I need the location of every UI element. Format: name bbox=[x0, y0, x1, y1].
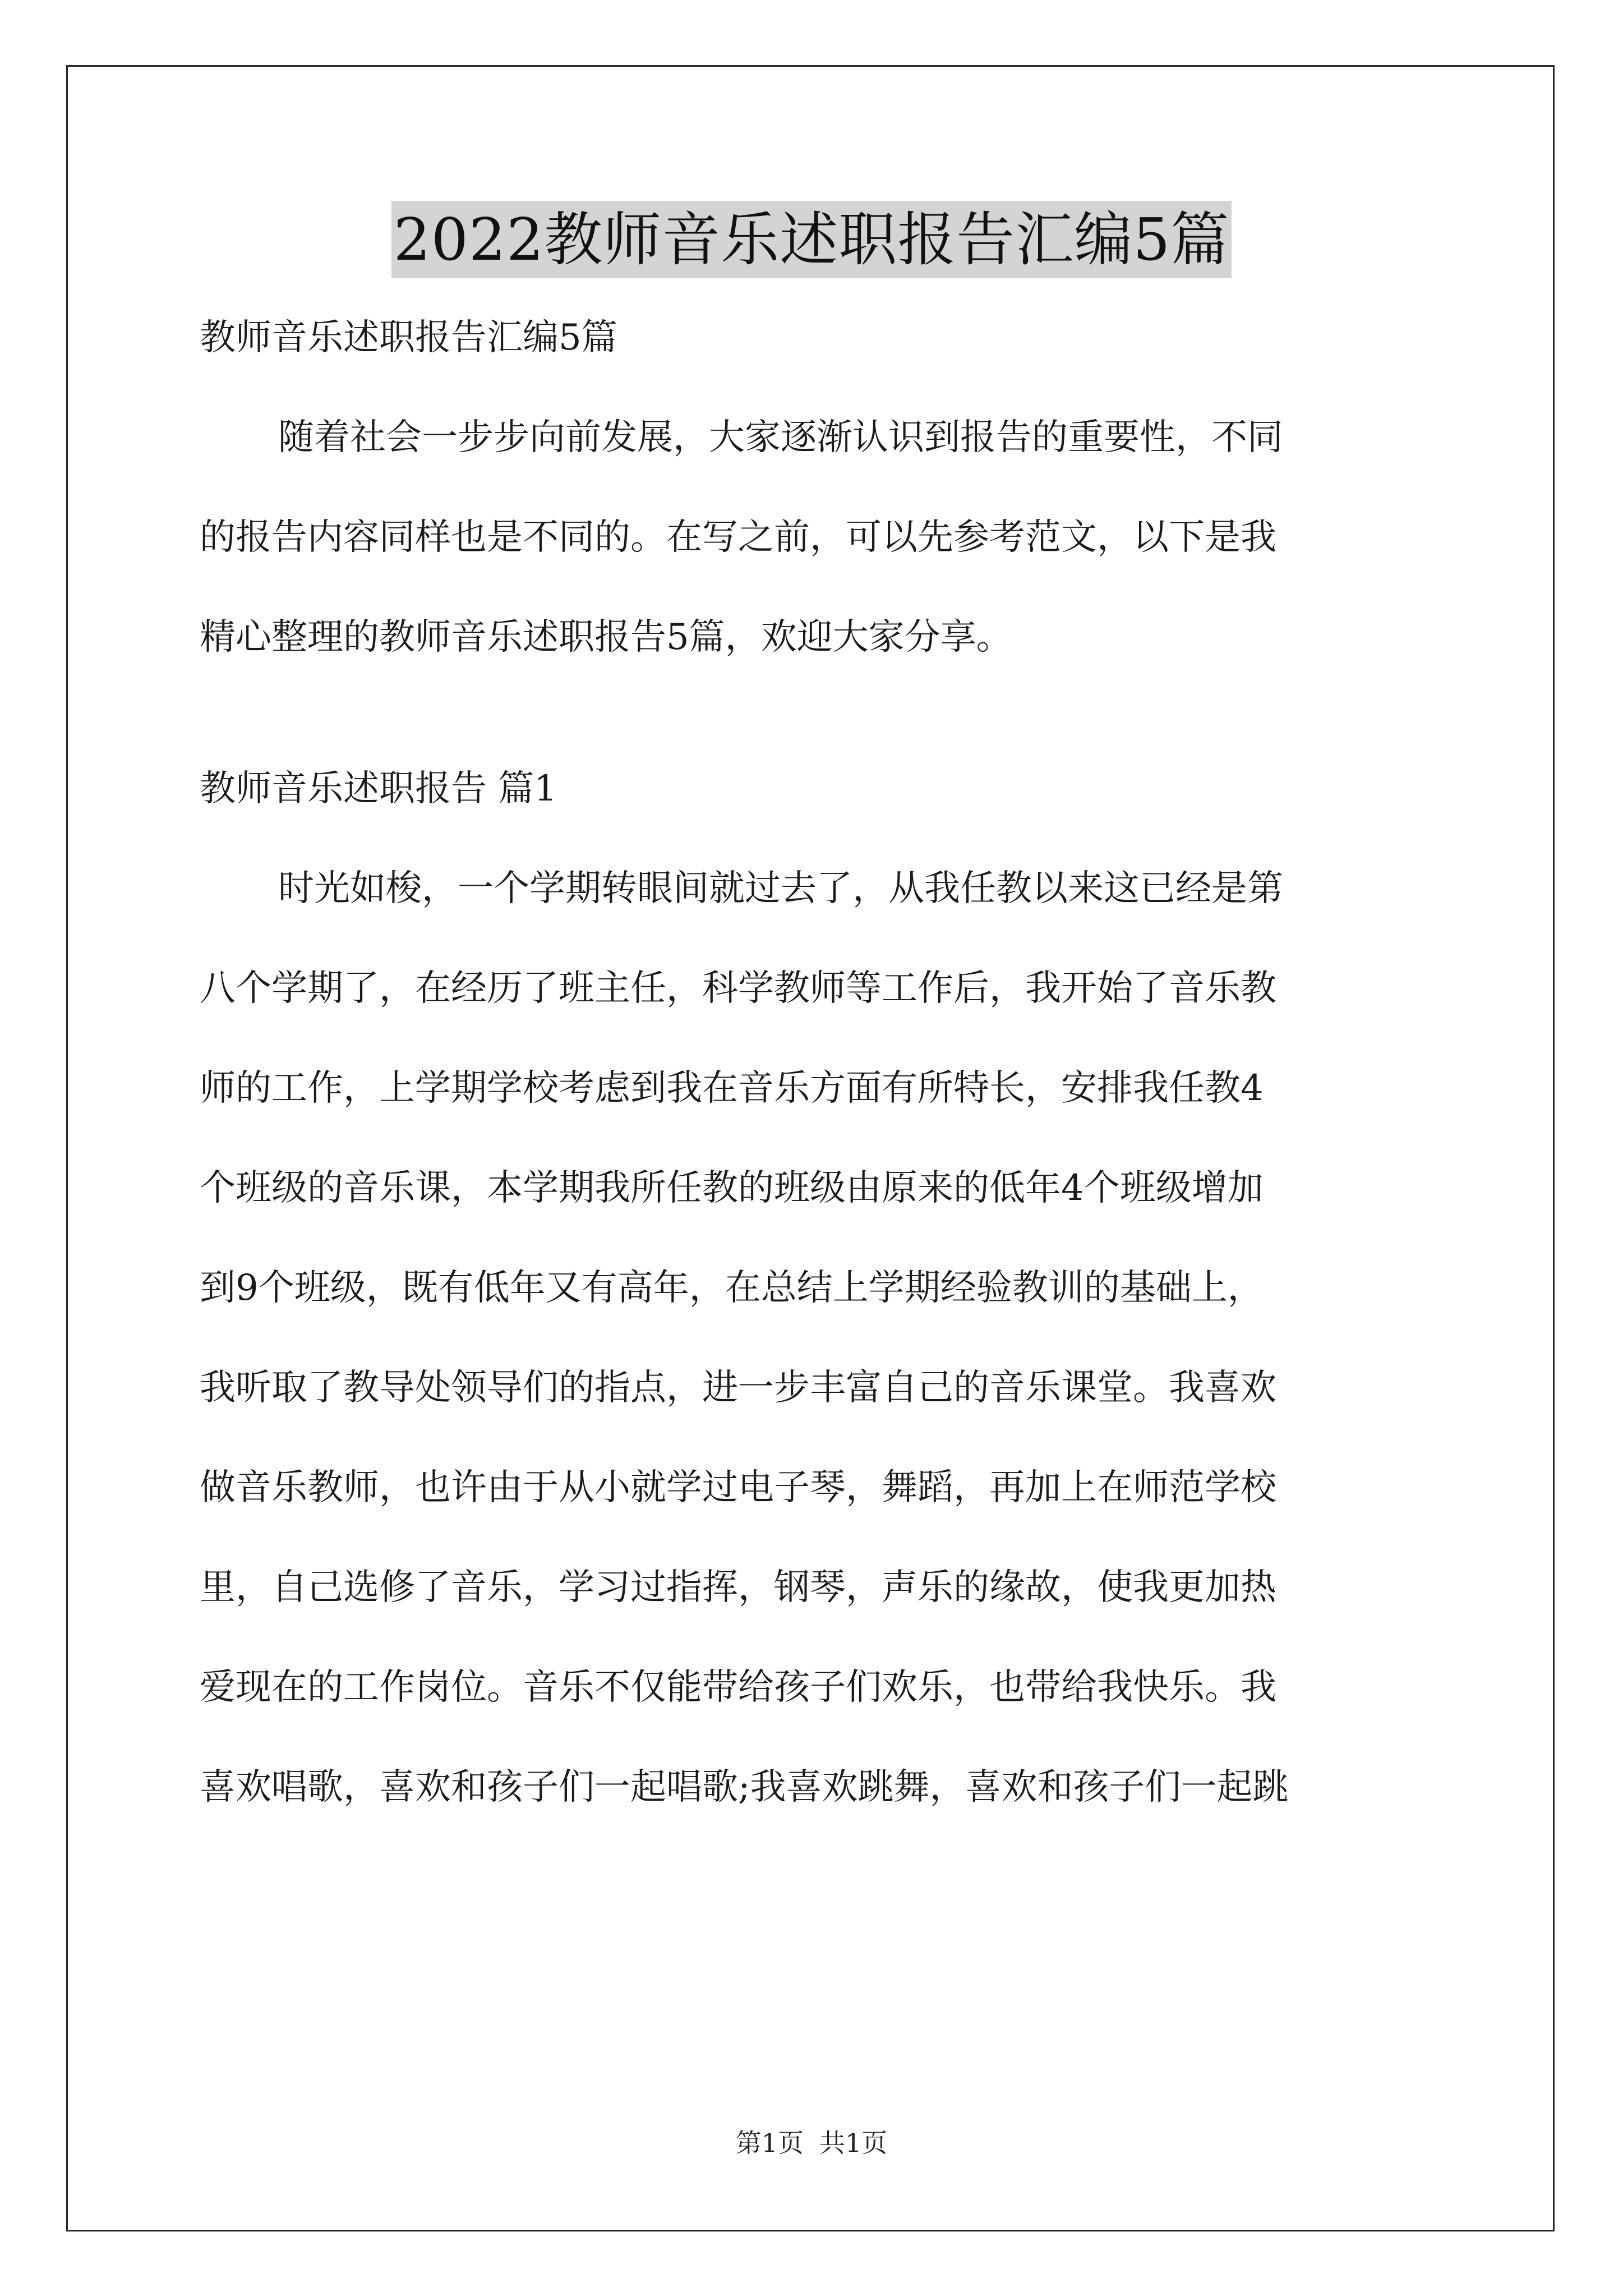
paragraph-line: 时光如梭，一个学期转眼间就过去了，从我任教以来这已经是第 bbox=[278, 868, 1283, 909]
page-number-current: 第1页 bbox=[735, 2128, 804, 2158]
page-number-total: 共1页 bbox=[819, 2128, 888, 2158]
paragraph-line: 我听取了教导处领导们的指点，进一步丰富自己的音乐课堂。我喜欢 bbox=[200, 1367, 1276, 1409]
paragraph-line: 的报告内容同样也是不同的。在写之前，可以先参考范文，以下是我 bbox=[200, 517, 1276, 558]
paragraph-line: 里，自己选修了音乐，学习过指挥，钢琴，声乐的缘故，使我更加热 bbox=[200, 1567, 1276, 1608]
document-body bbox=[200, 312, 1433, 1861]
paragraph-line: 精心整理的教师音乐述职报告5篇，欢迎大家分享。 bbox=[200, 616, 1012, 658]
paragraph-line: 到9个班级，既有低年又有高年，在总结上学期经验教训的基础上， bbox=[200, 1267, 1264, 1309]
paragraph-line: 爱现在的工作岗位。音乐不仅能带给孩子们欢乐，也带给我快乐。我 bbox=[200, 1667, 1276, 1708]
page-footer bbox=[0, 2126, 1623, 2160]
section-paragraph bbox=[200, 863, 1433, 1813]
paragraph-line: 随着社会一步步向前发展，大家逐渐认识到报告的重要性，不同 bbox=[278, 417, 1283, 458]
paragraph-line: 喜欢唱歌，喜欢和孩子们一起唱歌;我喜欢跳舞，喜欢和孩子们一起跳 bbox=[200, 1766, 1289, 1808]
section-heading: 教师音乐述职报告 篇1 bbox=[200, 768, 557, 809]
document-subtitle: 教师音乐述职报告汇编5篇 bbox=[200, 317, 617, 358]
paragraph-line: 八个学期了，在经历了班主任，科学教师等工作后，我开始了音乐教 bbox=[200, 968, 1276, 1009]
title-container bbox=[0, 201, 1623, 278]
paragraph-line: 个班级的音乐课，本学期我所任教的班级由原来的低年4个班级增加 bbox=[200, 1167, 1264, 1209]
intro-paragraph bbox=[200, 412, 1433, 663]
paragraph-line: 师的工作，上学期学校考虑到我在音乐方面有所特长，安排我任教4 bbox=[200, 1068, 1264, 1109]
paragraph-line: 做音乐教师，也许由于从小就学过电子琴，舞蹈，再加上在师范学校 bbox=[200, 1467, 1276, 1508]
document-title: 2022教师音乐述职报告汇编5篇 bbox=[391, 201, 1232, 278]
